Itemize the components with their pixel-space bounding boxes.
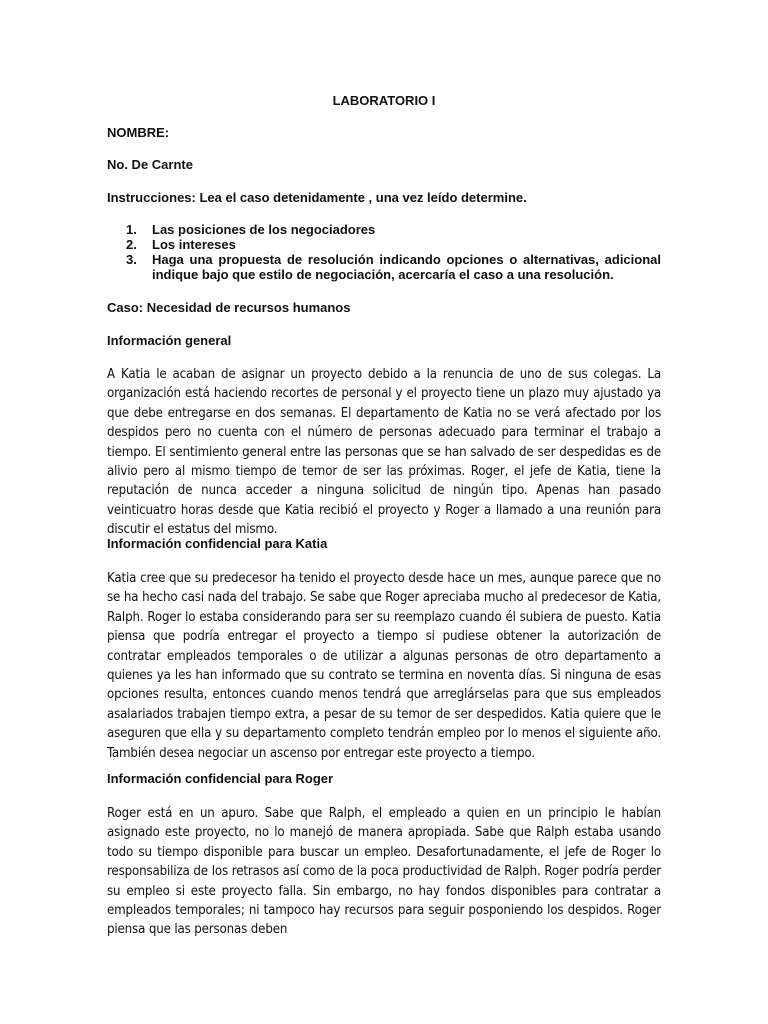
- section-heading-katia: Información confidencial para Katia: [107, 536, 328, 551]
- nombre-field-label: NOMBRE:: [107, 125, 170, 140]
- document-title: LABORATORIO I: [332, 93, 436, 108]
- list-item: [107, 237, 661, 252]
- carnet-field-label: No. De Carnte: [107, 157, 193, 172]
- list-item-number: 1.: [126, 222, 137, 237]
- list-item-number: 2.: [126, 237, 137, 252]
- section-heading-roger: Información confidencial para Roger: [107, 771, 334, 786]
- section-heading-general: Información general: [107, 333, 232, 348]
- instructions-list: [107, 222, 661, 282]
- list-item-number: 3.: [126, 252, 137, 267]
- list-item: [107, 222, 661, 237]
- list-item: [107, 252, 661, 282]
- list-item-text: Los intereses: [152, 237, 236, 252]
- list-item-text: Las posiciones de los negociadores: [152, 222, 376, 237]
- list-item-text: Haga una propuesta de resolución indicando opciones o alternativas, adicional indique bajo que estilo de negociación, acercaría el caso a una resolución.: [152, 252, 661, 282]
- instructions-text: Instrucciones: Lea el caso detenidamente , una vez leído determine.: [107, 190, 527, 205]
- section-paragraph-roger: Roger está en un apuro. Sabe que Ralph, el empleado a quien en un principio le habían asignado este proyecto, no lo manejó de manera apropiada. Sabe que Ralph estaba usando todo su tiempo disponible para buscar un empleo. Desafortunadamente, el jefe de Roger lo responsabiliza de los retrasos así como de la poca productividad de Ralph. Roger podría perder su empleo si este proyecto falla. Sin embargo, no hay fondos disponibles para contratar a empleados temporales; ni tampoco hay recursos para seguir posponiendo los despidos. Roger piensa que las personas deben: [107, 806, 661, 938]
- section-paragraph-katia: Katia cree que su predecesor ha tenido el proyecto desde hace un mes, aunque parece que no se ha hecho casi nada del trabajo. Se sabe que Roger apreciaba mucho al predecesor de Katia, Ralph. Roger lo estaba considerando para ser su reemplazo cuando él subiera de puesto. Katia piensa que podría entregar el proyecto a tiempo si pudiese obtener la autorización de contratar empleados temporales o de utilizar a algunas personas de otro departamento a quienes ya les han informado que su contrato se termina en noventa días. Si ninguna de esas opciones resulta, entonces cuando menos tendrá que arreglárselas para que sus empleados asalariados trabajen tiempo extra, a pesar de su temor de ser despedidos. Katia quiere que le aseguren que ella y su departamento completo tendrán empleo por lo menos el siguiente año. También desea negociar un ascenso por entregar este proyecto a tiempo.: [107, 571, 661, 761]
- case-title: Caso: Necesidad de recursos humanos: [107, 300, 351, 315]
- section-paragraph-general: A Katia le acaban de asignar un proyecto debido a la renuncia de uno de sus colegas. La organización está haciendo recortes de personal y el proyecto tiene un plazo muy ajustado ya que debe entregarse en dos semanas. El departamento de Katia no se verá afectado por los despidos pero no cuenta con el número de personas adecuado para terminar el trabajo a tiempo. El sentimiento general entre las personas que se han salvado de ser despedidas es de alivio pero al mismo tiempo de temor de ser las próximas. Roger, el jefe de Katia, tiene la reputación de nunca acceder a ninguna solicitud de ningún tipo. Apenas han pasado veinticuatro horas desde que Katia recibió el proyecto y Roger a llamado a una reunión para discutir el estatus del mismo.: [107, 367, 661, 538]
